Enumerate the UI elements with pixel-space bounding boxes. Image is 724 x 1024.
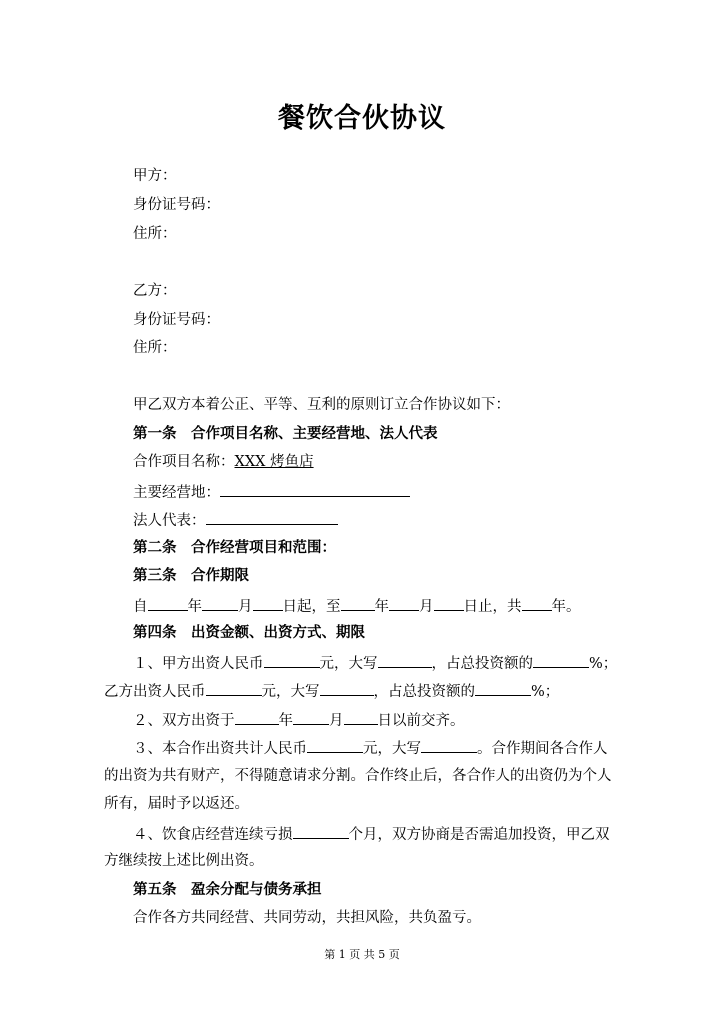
location-label: 主要经营地： <box>133 485 220 501</box>
project-name-line <box>133 452 314 472</box>
capital-b-text-4: %； <box>531 684 560 700</box>
capital-a-text-2: 元，大写 <box>319 656 378 672</box>
capital-party-a-line <box>133 652 617 674</box>
term-text-year: 年 <box>187 599 202 615</box>
capital-a-text-3: ，占总投资额的 <box>431 656 533 672</box>
party-b-name: 乙方： <box>133 283 177 299</box>
term-text-month: 月 <box>238 599 253 615</box>
representative-label: 法人代表： <box>133 513 206 529</box>
loss-blank-months <box>293 823 349 839</box>
deadline-text-day: 日以前交齐。 <box>377 713 465 729</box>
project-name-value: XXX 烤鱼店 <box>234 454 314 470</box>
term-blank-end-day <box>434 595 464 611</box>
capital-b-blank-amount <box>206 680 262 696</box>
deadline-text-month: 月 <box>329 713 344 729</box>
loss-line <box>133 823 610 845</box>
total-text-1: ３、本合作出资共计人民币 <box>133 741 307 757</box>
capital-b-text-1: 乙方出资人民币 <box>104 684 206 700</box>
capital-b-blank-percent <box>475 680 531 696</box>
deadline-text-1: ２、双方出资于 <box>133 713 235 729</box>
term-text-from: 自 <box>133 599 148 615</box>
total-text-2: 元，大写 <box>363 741 421 757</box>
party-b-address: 住所： <box>133 340 177 356</box>
location-line <box>133 481 410 503</box>
capital-party-b-line <box>104 680 559 702</box>
capital-a-text-1: １、甲方出资人民币 <box>133 656 264 672</box>
capital-b-text-2: 元，大写 <box>261 684 320 700</box>
article-2-heading: 第二条 合作经营项目和范围： <box>133 539 336 556</box>
term-text-total-year: 年。 <box>551 599 581 615</box>
term-text-end-month: 月 <box>419 599 434 615</box>
term-blank-day <box>253 595 283 611</box>
term-blank-end-year <box>341 595 375 611</box>
representative-line <box>133 509 338 531</box>
article-1-heading: 第一条 合作项目名称、主要经营地、法人代表 <box>133 425 438 442</box>
page-footer: 第 1 页 共 5 页 <box>324 948 400 961</box>
article-4-heading: 第四条 出资金额、出资方式、期限 <box>133 624 365 641</box>
party-a-name: 甲方： <box>133 168 177 184</box>
article-3-heading: 第三条 合作期限 <box>133 567 249 584</box>
intro-paragraph: 甲乙双方本着公正、平等、互利的原则订立合作协议如下： <box>133 397 510 413</box>
total-text-3: 。合作期间各合作人 <box>477 741 608 757</box>
party-a-address: 住所： <box>133 226 177 242</box>
total-blank-words <box>421 737 477 753</box>
term-line <box>133 595 581 617</box>
capital-total-line-3: 所有，届时予以返还。 <box>104 796 249 812</box>
deadline-blank-day <box>344 709 378 725</box>
article-5-heading: 第五条 盈余分配与债务承担 <box>133 881 322 898</box>
term-blank-end-month <box>389 595 419 611</box>
term-blank-month <box>202 595 238 611</box>
capital-a-blank-amount <box>264 652 320 668</box>
deadline-blank-year <box>235 709 279 725</box>
term-text-total: 日止，共 <box>463 599 522 615</box>
loss-line-2: 方继续按上述比例出资。 <box>104 853 264 869</box>
capital-a-blank-percent <box>533 652 589 668</box>
term-text-until: 日起，至 <box>282 599 341 615</box>
project-name-label: 合作项目名称： <box>133 454 235 470</box>
document-title: 餐饮合伙协议 <box>278 103 446 134</box>
loss-text-1: ４、饮食店经营连续亏损 <box>133 827 293 843</box>
term-blank-total <box>522 595 552 611</box>
term-text-end-year: 年 <box>374 599 389 615</box>
party-b-id: 身份证号码： <box>133 312 220 328</box>
loss-text-2: 个月，双方协商是否需追加投资，甲乙双 <box>348 827 610 843</box>
capital-b-text-3: ，占总投资额的 <box>373 684 475 700</box>
party-a-id: 身份证号码： <box>133 197 220 213</box>
location-blank <box>220 481 410 497</box>
capital-a-text-4: %； <box>589 656 618 672</box>
profit-paragraph: 合作各方共同经营、共同劳动，共担风险，共负盈亏。 <box>133 910 481 926</box>
capital-total-line <box>133 737 608 759</box>
capital-total-line-2: 的出资为共有财产，不得随意请求分割。合作终止后，各合作人的出资仍为个人 <box>104 768 612 784</box>
deadline-text-year: 年 <box>278 713 293 729</box>
capital-deadline-line <box>133 709 465 731</box>
deadline-blank-month <box>293 709 329 725</box>
total-blank-amount <box>307 737 363 753</box>
representative-blank <box>206 509 338 525</box>
capital-a-blank-words <box>378 652 432 668</box>
capital-b-blank-words <box>320 680 374 696</box>
term-blank-year <box>148 595 188 611</box>
